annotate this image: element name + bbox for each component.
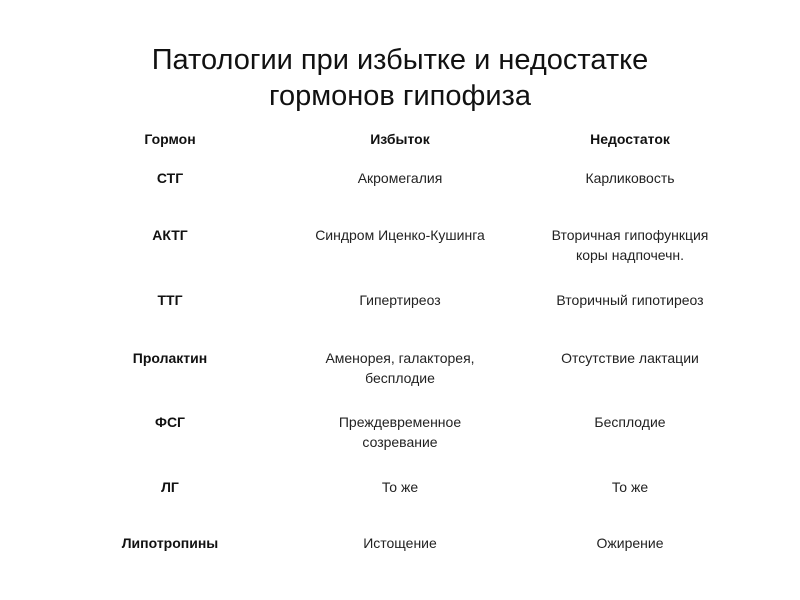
excess-text: Преждевременное созревание <box>338 414 462 450</box>
deficiency-text: Вторичная гипофункция коры надпочечн. <box>551 227 709 263</box>
hormone-name: ЛГ <box>161 479 179 495</box>
excess-cell <box>285 332 515 396</box>
hormone-cell <box>55 152 285 209</box>
excess-text: Акромегалия <box>357 170 443 186</box>
deficiency-cell <box>515 274 745 332</box>
slide-title <box>0 42 800 114</box>
excess-cell <box>285 396 515 461</box>
excess-text: Гипертиреоз <box>359 292 441 308</box>
hormone-name: ТТГ <box>157 292 183 308</box>
deficiency-text: Карликовость <box>585 170 675 186</box>
excess-cell <box>285 461 515 517</box>
deficiency-text: Ожирение <box>596 535 664 551</box>
excess-cell <box>285 274 515 332</box>
excess-cell <box>285 209 515 274</box>
table-row <box>55 152 745 209</box>
hormone-name: ФСГ <box>155 414 185 430</box>
deficiency-cell <box>515 517 745 567</box>
hormone-pathology-table <box>55 112 745 567</box>
deficiency-cell <box>515 396 745 461</box>
table-row <box>55 209 745 274</box>
excess-text: Аменорея, галакторея, бесплодие <box>325 350 475 386</box>
hormone-cell <box>55 332 285 396</box>
table-row <box>55 396 745 461</box>
deficiency-cell <box>515 332 745 396</box>
hormone-cell <box>55 209 285 274</box>
deficiency-cell <box>515 152 745 209</box>
hormone-name: Пролактин <box>132 350 208 366</box>
excess-text: Истощение <box>363 535 437 551</box>
deficiency-cell <box>515 461 745 517</box>
slide-title-line-1: Патологии при избытке и недостатке <box>151 44 649 76</box>
deficiency-text: Бесплодие <box>594 414 666 430</box>
header-excess: Избыток <box>370 131 430 147</box>
table-header-row <box>55 112 745 152</box>
hormone-cell <box>55 396 285 461</box>
deficiency-text: Отсутствие лактации <box>561 350 699 366</box>
table-row <box>55 274 745 332</box>
hormone-name: АКТГ <box>152 227 188 243</box>
table-row <box>55 517 745 567</box>
slide-title-line-2: гормонов гипофиза <box>269 80 531 112</box>
hormone-name: СТГ <box>156 170 184 186</box>
excess-text: То же <box>381 479 419 495</box>
excess-text: Синдром Иценко-Кушинга <box>315 227 485 243</box>
header-deficiency: Недостаток <box>590 131 670 147</box>
table-row <box>55 461 745 517</box>
excess-cell <box>285 517 515 567</box>
table-row <box>55 332 745 396</box>
header-hormone: Гормон <box>144 131 196 147</box>
hormone-cell <box>55 517 285 567</box>
hormone-cell <box>55 274 285 332</box>
hormone-cell <box>55 461 285 517</box>
excess-cell <box>285 152 515 209</box>
deficiency-text: То же <box>611 479 649 495</box>
deficiency-cell <box>515 209 745 274</box>
deficiency-text: Вторичный гипотиреоз <box>556 292 704 308</box>
hormone-name: Липотропины <box>121 535 219 551</box>
